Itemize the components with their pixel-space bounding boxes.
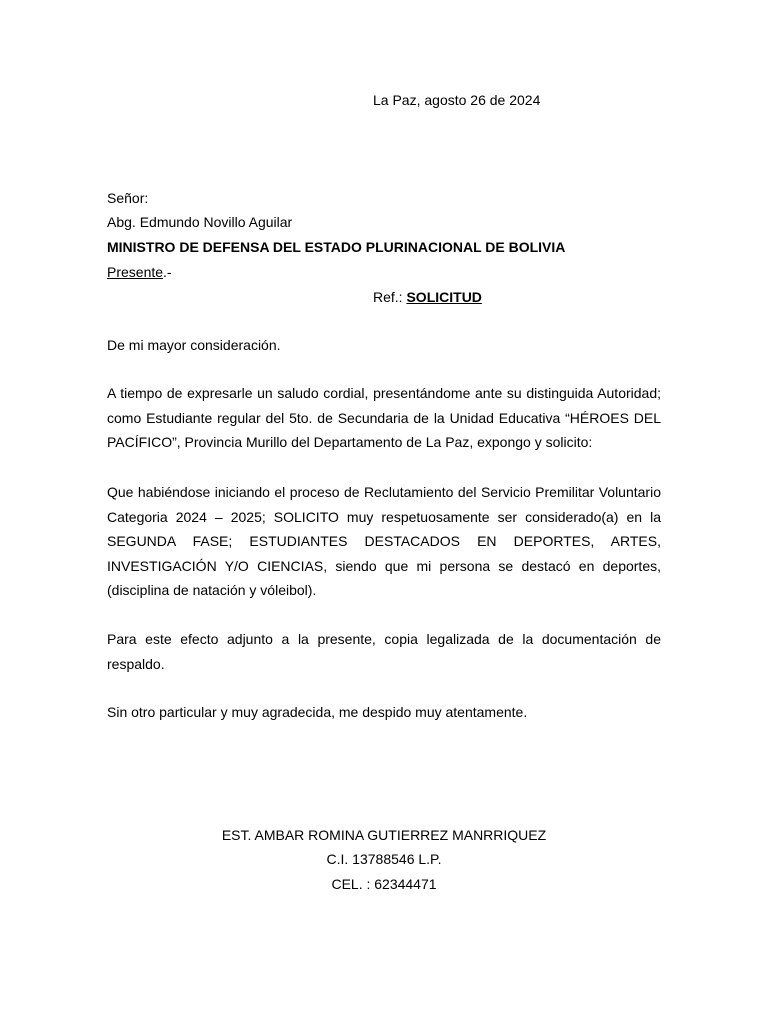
addressee-name: Abg. Edmundo Novillo Aguilar <box>107 214 293 230</box>
presente-word: Presente <box>107 264 164 280</box>
reference-label: Ref.: <box>373 289 407 305</box>
paragraph-line: Categoria 2024 – 2025; SOLICITO muy respetuosamente ser considerado(a) en la <box>107 508 661 525</box>
presente-suffix: .- <box>163 264 172 280</box>
paragraph-line: Que habiéndose iniciando el proceso de Reclutamiento del Servicio Premilitar Voluntario <box>107 484 661 500</box>
paragraph-line: SEGUNDA FASE; ESTUDIANTES DESTACADOS EN DEPORTES, ARTES, <box>107 533 661 550</box>
closing: Sin otro particular y muy agradecida, me despido muy atentamente. <box>107 704 528 720</box>
signature-name: EST. AMBAR ROMINA GUTIERREZ MANRRIQUEZ <box>221 827 547 843</box>
presente-line <box>107 263 172 281</box>
signature-ci: C.I. 13788546 L.P. <box>326 851 442 867</box>
place-date: La Paz, agosto 26 de 2024 <box>373 92 541 108</box>
paragraph-line: A tiempo de expresarle un saludo cordial, presentándome ante su distinguida Autoridad; <box>107 385 661 401</box>
greeting: De mi mayor consideración. <box>107 337 281 353</box>
reference-subject: SOLICITUD <box>406 289 482 305</box>
reference-line <box>373 288 482 306</box>
paragraph-line: Para este efecto adjunto a la presente, copia legalizada de la documentación de <box>107 631 661 647</box>
addressee-position: MINISTRO DE DEFENSA DEL ESTADO PLURINACIONAL DE BOLIVIA <box>107 239 566 255</box>
salutation: Señor: <box>107 190 149 206</box>
paragraph-request <box>107 480 661 603</box>
paragraph-line: respaldo. <box>107 655 165 672</box>
signature-cel: CEL. : 62344471 <box>331 876 437 892</box>
paragraph-line: PACÍFICO”, Provincia Murillo del Departamento de La Paz, expongo y solicito: <box>107 434 593 451</box>
paragraph-attachment <box>107 627 661 676</box>
paragraph-line: (disciplina de natación y vóleibol). <box>107 582 317 599</box>
paragraph-line: como Estudiante regular del 5to. de Secundaria de la Unidad Educativa “HÉROES DEL <box>107 409 661 426</box>
paragraph-line: INVESTIGACIÓN Y/O CIENCIAS, siendo que mi persona se destacó en deportes, <box>107 557 661 574</box>
paragraph-intro <box>107 381 661 455</box>
